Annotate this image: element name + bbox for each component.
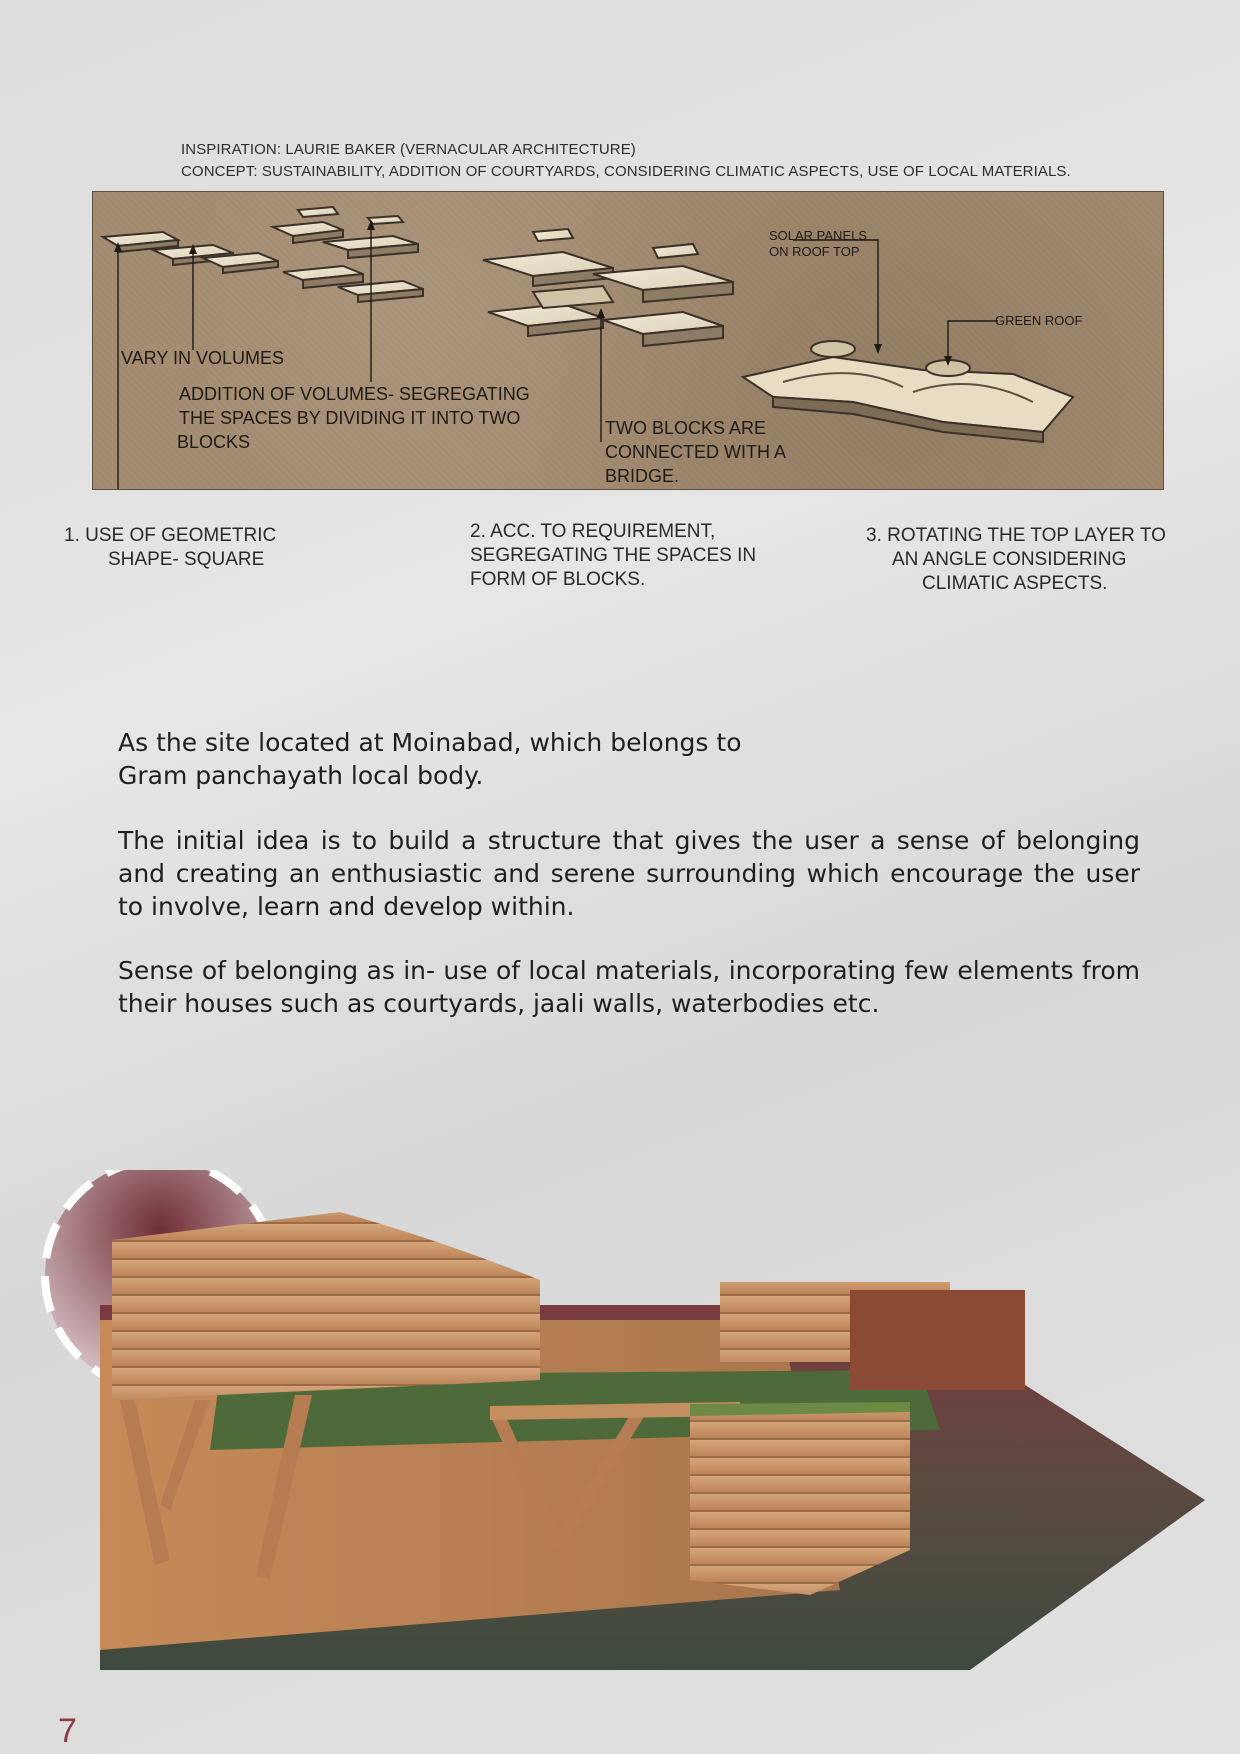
main-block xyxy=(112,1212,540,1400)
solar-panels-label-line1: SOLAR PANELS xyxy=(769,228,868,243)
vary-volumes-label: VARY IN VOLUMES xyxy=(121,348,285,368)
two-blocks-label-line3: BRIDGE. xyxy=(605,466,680,486)
two-blocks-label-line1: TWO BLOCKS ARE xyxy=(605,418,767,438)
concept-line: CONCEPT: SUSTAINABILITY, ADDITION OF COURTYARDS, CONSIDERING CLIMATIC ASPECTS, USE OF LOCAL MATERIALS. xyxy=(181,163,1071,180)
paragraph-initial-idea: The initial idea is to build a structure that gives the user a sense of belonging and creating an enthusiastic and serene surrounding which encourage the user to involve, learn and develop within. xyxy=(118,826,1140,921)
paragraph-site-line2: Gram panchayath local body. xyxy=(118,761,484,790)
addition-label-line3: BLOCKS xyxy=(177,432,251,452)
step2-line2: SEGREGATING THE SPACES IN xyxy=(470,545,757,566)
stage1-blocks xyxy=(103,207,423,302)
step3-line1: 3. ROTATING THE TOP LAYER TO xyxy=(866,525,1166,546)
solar-panels-label-line2: ON ROOF TOP xyxy=(769,244,860,259)
step2-line3: FORM OF BLOCKS. xyxy=(470,569,646,590)
two-blocks-label-line2: CONNECTED WITH A xyxy=(605,442,787,462)
paragraph-site-line1: As the site located at Moinabad, which belongs to xyxy=(118,728,742,757)
paragraph-sense-of-belonging: Sense of belonging as in- use of local materials, incorporating few elements from their houses such as courtyards, jaali walls, waterbodies etc. xyxy=(118,956,1140,1018)
addition-label-line2: THE SPACES BY DIVIDING IT INTO TWO xyxy=(179,408,521,428)
green-roof-label: GREEN ROOF xyxy=(995,313,1083,328)
addition-label-line1: ADDITION OF VOLUMES- SEGREGATING xyxy=(179,384,530,404)
stage3-building xyxy=(743,341,1073,442)
building-render xyxy=(20,1170,1220,1670)
step1-line1: 1. USE OF GEOMETRIC xyxy=(64,525,277,546)
step1-line2: SHAPE- SQUARE xyxy=(108,549,265,570)
step3-line2: AN ANGLE CONSIDERING xyxy=(892,549,1127,570)
page-number: 7 xyxy=(58,1712,77,1750)
step2-line1: 2. ACC. TO REQUIREMENT, xyxy=(470,521,716,542)
step3-line3: CLIMATIC ASPECTS. xyxy=(922,573,1108,594)
jaali-wall xyxy=(850,1290,1025,1390)
stage2-blocks xyxy=(483,229,733,346)
inspiration-line: INSPIRATION: LAURIE BAKER (VERNACULAR ARCHITECTURE) xyxy=(181,141,636,158)
concept-diagram xyxy=(92,191,1164,490)
